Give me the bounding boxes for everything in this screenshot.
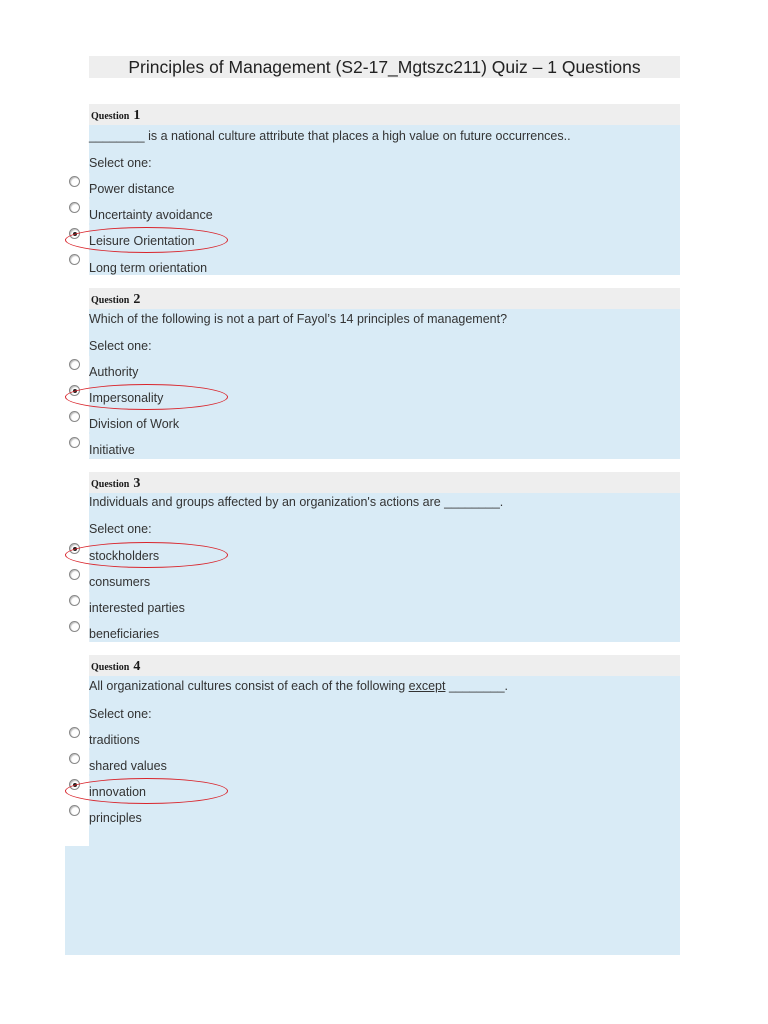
option-radio-cell <box>65 724 90 748</box>
question-number: 4 <box>133 659 141 674</box>
question-body <box>65 125 680 275</box>
question-1 <box>89 104 680 275</box>
option-label[interactable]: Uncertainty avoidance <box>89 208 213 222</box>
question-body <box>65 309 680 459</box>
option-radio-selected[interactable] <box>69 228 80 239</box>
option-label[interactable]: Division of Work <box>89 417 180 431</box>
option-radio-cell <box>65 540 90 564</box>
prompt-text-end: ________. <box>445 679 509 693</box>
option-radio[interactable] <box>69 254 80 265</box>
question-2 <box>89 288 680 457</box>
option-radio-cell <box>65 356 90 380</box>
question-4 <box>89 655 680 825</box>
option-radio-cell <box>65 618 90 642</box>
option-radio[interactable] <box>69 753 80 764</box>
option-label[interactable]: consumers <box>89 575 151 589</box>
page-title <box>89 56 680 78</box>
question-number: 1 <box>133 108 141 123</box>
prompt-emphasis: except <box>408 679 446 693</box>
option-radio-selected[interactable] <box>69 385 80 396</box>
option-radio[interactable] <box>69 437 80 448</box>
option-radio-cell <box>65 750 90 774</box>
question-prompt: ________ is a national culture attribute that places a high value on future occurrences.. <box>89 129 571 143</box>
option-label[interactable]: traditions <box>89 733 140 747</box>
option-radio[interactable] <box>69 202 80 213</box>
option-label-selected[interactable]: Impersonality <box>89 391 164 405</box>
option-radio-cell <box>65 592 90 616</box>
select-one-label: Select one: <box>89 339 152 353</box>
option-label[interactable]: shared values <box>89 759 167 773</box>
question-label: Question <box>91 111 130 122</box>
option-radio[interactable] <box>69 176 80 187</box>
option-radio[interactable] <box>69 569 80 580</box>
question-label: Question <box>91 295 130 306</box>
option-radio-cell <box>65 173 90 197</box>
question-header <box>89 288 680 309</box>
option-radio-cell <box>65 802 90 826</box>
question-body <box>65 493 680 642</box>
option-label[interactable]: beneficiaries <box>89 627 160 641</box>
option-radio-selected[interactable] <box>69 543 80 554</box>
option-radio-cell <box>65 199 90 223</box>
question-label: Question <box>91 479 130 490</box>
option-radio-cell <box>65 382 90 406</box>
option-radio[interactable] <box>69 727 80 738</box>
select-one-label: Select one: <box>89 522 152 536</box>
question-body <box>65 676 680 955</box>
option-radio-cell <box>65 251 90 275</box>
select-one-label: Select one: <box>89 707 152 721</box>
option-radio-cell <box>65 408 90 432</box>
option-label[interactable]: interested parties <box>89 601 185 615</box>
option-radio-cell <box>65 434 90 458</box>
option-label-selected[interactable]: Leisure Orientation <box>89 234 195 248</box>
question-number: 2 <box>133 292 141 307</box>
option-label[interactable]: principles <box>89 811 142 825</box>
prompt-text-start: All organizational cultures consist of each of the following <box>89 679 409 693</box>
option-label[interactable]: Initiative <box>89 443 135 457</box>
question-prompt <box>89 679 508 693</box>
question-3 <box>89 472 680 641</box>
option-radio[interactable] <box>69 621 80 632</box>
option-radio[interactable] <box>69 595 80 606</box>
option-radio-cell <box>65 225 90 249</box>
option-radio-cell <box>65 566 90 590</box>
option-label[interactable]: Long term orientation <box>89 261 208 275</box>
option-radio[interactable] <box>69 359 80 370</box>
page-title-text: Principles of Management (S2-17_Mgtszc211) Quiz – 1 Questions <box>128 57 641 77</box>
option-label[interactable]: Authority <box>89 365 139 379</box>
question-header <box>89 655 680 676</box>
question-prompt: Individuals and groups affected by an organization's actions are ________. <box>89 495 504 509</box>
option-radio[interactable] <box>69 411 80 422</box>
question-header <box>89 472 680 493</box>
question-prompt: Which of the following is not a part of Fayol’s 14 principles of management? <box>89 312 508 326</box>
option-label-selected[interactable]: innovation <box>89 785 146 799</box>
option-label-selected[interactable]: stockholders <box>89 549 160 563</box>
option-radio-cell <box>65 776 90 800</box>
option-radio-selected[interactable] <box>69 779 80 790</box>
option-label[interactable]: Power distance <box>89 182 175 196</box>
question-number: 3 <box>133 476 141 491</box>
select-one-label: Select one: <box>89 156 152 170</box>
question-label: Question <box>91 662 130 673</box>
option-radio[interactable] <box>69 805 80 816</box>
question-header <box>89 104 680 125</box>
